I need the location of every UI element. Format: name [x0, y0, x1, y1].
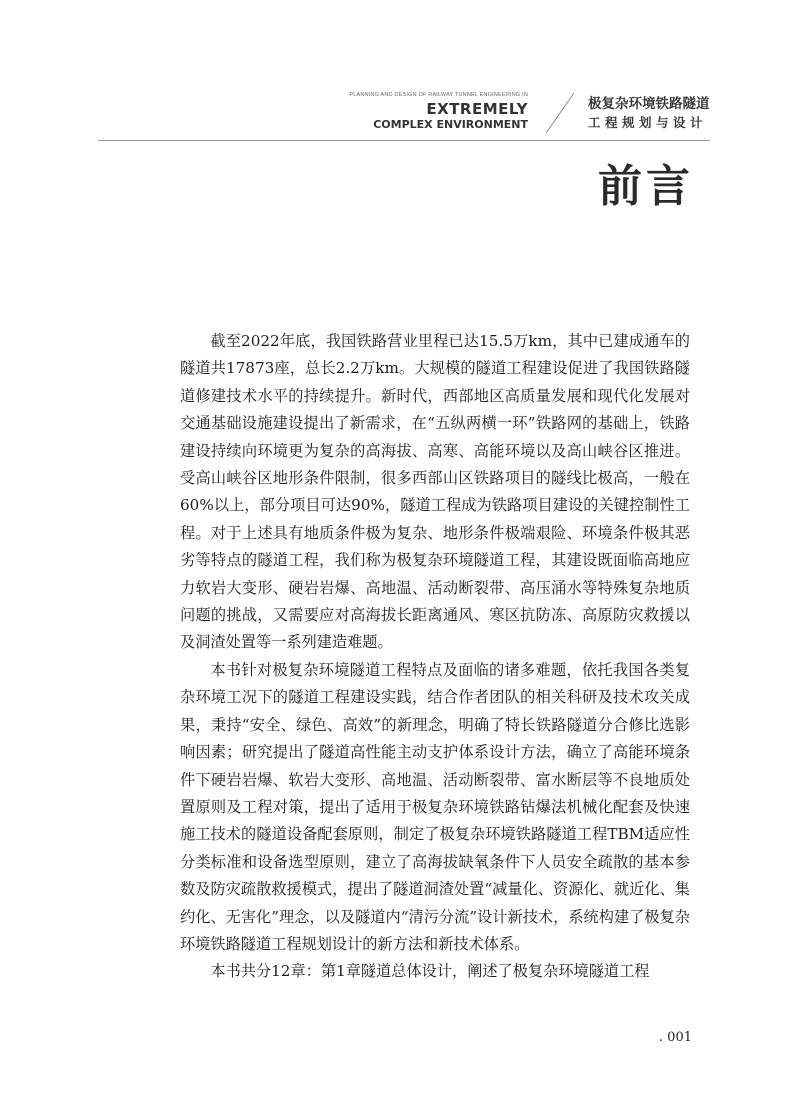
header-english-line2: COMPLEX ENVIRONMENT	[373, 117, 528, 131]
header-english-subtitle: PLANNING AND DESIGN OF RAILWAY TUNNEL ENGINEERING IN	[349, 92, 528, 98]
body-text	[180, 328, 690, 986]
header-divider-slash	[545, 92, 575, 134]
header-chinese-line2: 工程规划与设计	[588, 114, 708, 130]
paragraph-3: 本书共分12章：第1章隧道总体设计，阐述了极复杂环境隧道工程	[210, 962, 650, 981]
header-rule	[98, 140, 710, 141]
paragraph-2: 本书针对极复杂环境隧道工程特点及面临的诸多难题，依托我国各类复杂环境工况下的隧道工程建设实践，结合作者团队的相关科研及技术攻关成果，秉持“安全、绿色、高效”的新理念，明确了特长铁路隧道分合修比选影响因素；研究提出了隧道高性能主动支护体系设计方法，确立了高能环境条件下硬岩岩爆、软岩大变形、高地温、活动断裂带、富水断层等不良地质处置原则及工程对策，提出了适用于极复杂环境铁路钻爆法机械化配套及快速施工技术的隧道设备配套原则，制定了极复杂环境铁路隧道工程TBM适应性分类标准和设备选型原则，建立了高海拔缺氧条件下人员安全疏散的基本参数及防灾疏散救援模式，提出了隧道洞渣处置“减量化、资源化、就近化、集约化、无害化”理念，以及隧道内“清污分流”设计新技术，系统构建了极复杂环境铁路隧道工程规划设计的新方法和新技术体系。	[180, 660, 690, 953]
header-english-title	[349, 93, 528, 130]
header-english-line1: EXTREMELY	[426, 99, 528, 118]
page-title: 前言	[598, 161, 694, 212]
paragraph-1: 截至2022年底，我国铁路营业里程已达15.5万km，其中已建成通车的隧道共17873座，总长2.2万km。大规模的隧道工程建设促进了我国铁路隧道修建技术水平的持续提升。新时代，西部地区高质量发展和现代化发展对交通基础设施建设提出了新需求，在“五纵两横一环”铁路网的基础上，铁路建设持续向环境更为复杂的高海拔、高寒、高能环境以及高山峡谷区推进。受高山峡谷区地形条件限制，很多西部山区铁路项目的隧线比极高，一般在60%以上，部分项目可达90%，隧道工程成为铁路项目建设的关键控制性工程。对于上述具有地质条件极为复杂、地形条件极端艰险、环境条件极其恶劣等特点的隧道工程，我们称为极复杂环境隧道工程，其建设既面临高地应力软岩大变形、硬岩岩爆、高地温、活动断裂带、高压涌水等特殊复杂地质问题的挑战，又需要应对高海拔长距离通风、寒区抗防冻、高原防灾救援以及洞渣处置等一系列建造难题。	[180, 332, 690, 652]
header-chinese-title	[588, 98, 710, 129]
header-chinese-line1: 极复杂环境铁路隧道	[588, 96, 710, 112]
page-number: . 001	[658, 1030, 692, 1045]
